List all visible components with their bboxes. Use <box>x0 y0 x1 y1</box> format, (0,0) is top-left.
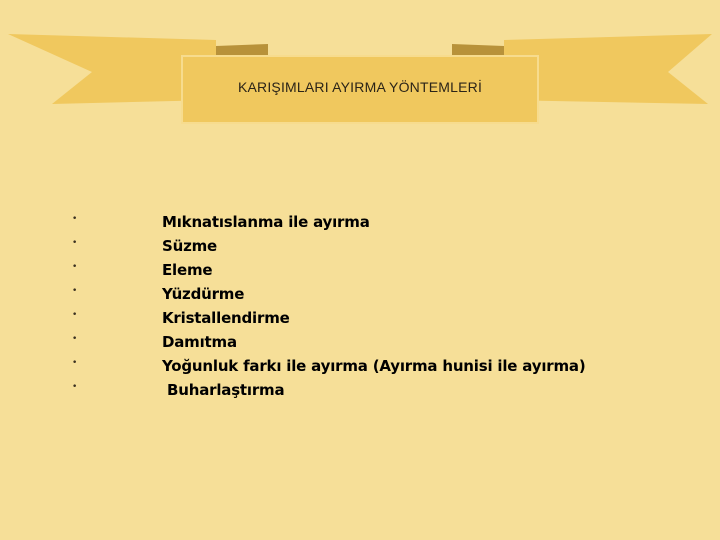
list-item <box>0 260 720 284</box>
list-item-text: Mıknatıslanma ile ayırma <box>162 213 370 231</box>
list-item <box>0 332 720 356</box>
bullet-icon: • <box>72 238 78 248</box>
bullet-icon: • <box>72 286 78 296</box>
list-item-text: Yoğunluk farkı ile ayırma (Ayırma hunisi ile ayırma) <box>162 357 586 375</box>
bullet-icon: • <box>72 214 78 224</box>
list-item <box>0 380 720 404</box>
list-item <box>0 356 720 380</box>
list-item-text: Buharlaştırma <box>162 381 285 399</box>
list-item <box>0 236 720 260</box>
list-item-text: Damıtma <box>162 333 237 351</box>
bullet-icon: • <box>72 334 78 344</box>
list-item <box>0 308 720 332</box>
slide-title: KARIŞIMLARI AYIRMA YÖNTEMLERİ <box>237 78 483 95</box>
list-item-text: Yüzdürme <box>162 285 245 303</box>
list-item-text: Süzme <box>162 237 218 255</box>
list-item <box>0 212 720 236</box>
list-item-text: Kristallendirme <box>162 309 290 327</box>
list-item-text: Eleme <box>162 261 213 279</box>
bullet-icon: • <box>72 358 78 368</box>
bullet-icon: • <box>72 310 78 320</box>
list-item <box>0 284 720 308</box>
bullet-icon: • <box>72 262 78 272</box>
bullet-icon: • <box>72 382 78 392</box>
